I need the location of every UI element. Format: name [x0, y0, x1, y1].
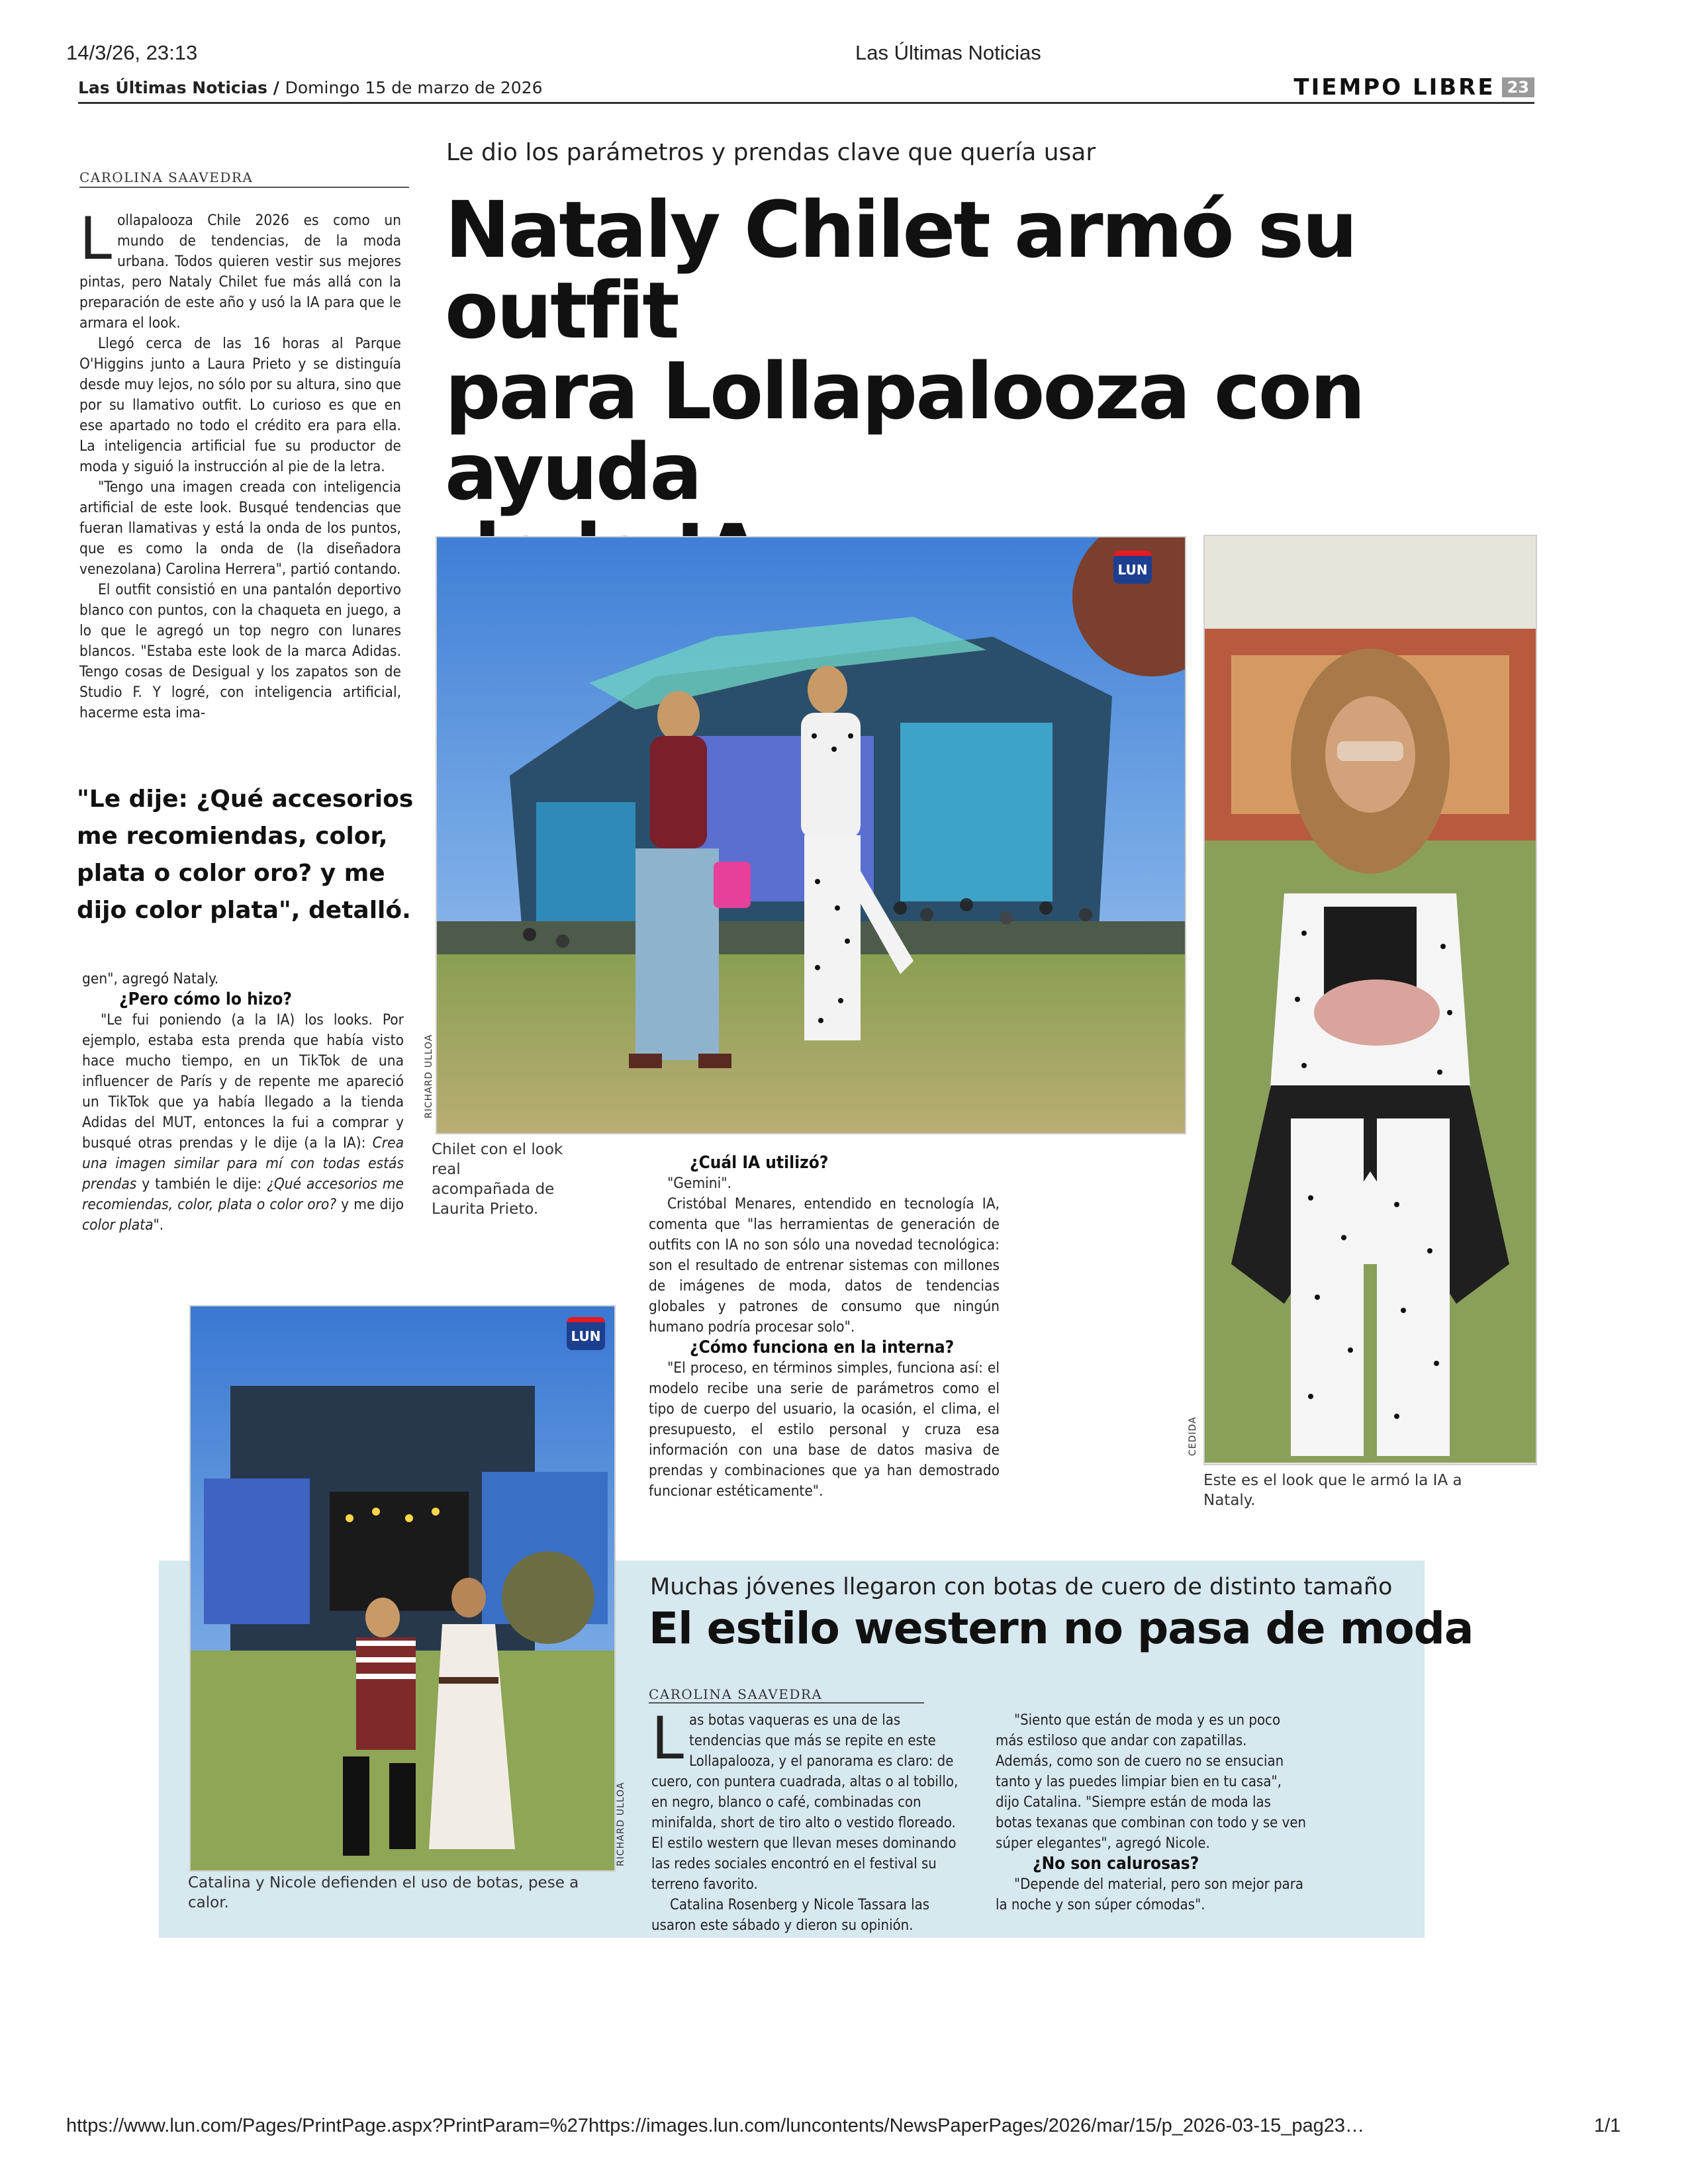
boxout-paragraph: "Depende del material, pero son mejor para la noche y son súper cómodas". — [996, 1876, 1304, 1913]
pull-quote: "Le dije: ¿Qué accesorios me recomiendas, color, plata o color oro? y me dijo color plata", detalló. — [77, 786, 414, 924]
article-byline: CAROLINA SAAVEDRA — [79, 169, 254, 185]
quote-text: y también le dije: — [142, 1175, 262, 1193]
ai-look-photo — [1203, 535, 1537, 1465]
boxout-byline: CAROLINA SAAVEDRA — [649, 1686, 823, 1702]
photo-credit: RICHARD ULLOA — [424, 1034, 434, 1118]
article-kicker: Le dio los parámetros y prendas clave que quería usar — [446, 139, 1096, 166]
print-title: Las Últimas Noticias — [855, 41, 1041, 64]
article-paragraph: "Tengo una imagen creada con inteligencia artificial de este look. Busqué tendencias que fueran llamativas y está la onda de los puntos, que es como la onda de (la diseñadora venezolana) Carolina Herrera", partió contando. — [79, 478, 401, 578]
article-column-2 — [649, 1153, 1000, 1502]
western-photo-illustration — [191, 1306, 614, 1870]
article-paragraph: "Le fui poniendo (a la IA) los looks. Por ejemplo, estaba esta prenda que había visto hace mucho tiempo, en un TikTok de una influencer de París y de repente me apareció un TikTok que ya había llegado a la tienda Adidas del MUT, entonces la fui a comprar y busqué otras prendas y le dije (a la IA): — [82, 1011, 404, 1152]
ai-look-caption: Este es el look que le armó la IA a Nataly. — [1203, 1472, 1462, 1509]
byline-rule — [79, 187, 409, 188]
article-paragraph: Cristóbal Menares, entendido en tecnología IA, comenta que "las herramientas de generación de outfits con IA no son sólo una novedad tecnológica: son el resultado de entrenar sistemas con millones de imágenes de moda, datos de tendencias globales y patrones de consumo que ningún humano podría procesar solo". — [649, 1195, 1000, 1336]
subhead: ¿No son calurosas? — [1033, 1854, 1199, 1874]
section-header — [1293, 74, 1534, 101]
print-page-count: 1/1 — [1594, 2115, 1621, 2136]
headline-line: para Lollapalooza con ayuda — [445, 345, 1364, 518]
section-label: TIEMPO LIBRE — [1293, 74, 1495, 101]
print-url[interactable]: https://www.lun.com/Pages/PrintPage.aspx?PrintParam=%27https://images.lun.com/luncontents/NewsPaperPages/2026/mar/15/p_2026-03-15_pag23… — [66, 2115, 1365, 2136]
subhead: ¿Pero cómo lo hizo? — [119, 989, 292, 1009]
page-number: 23 — [1502, 77, 1534, 97]
article-headline — [445, 184, 1530, 593]
festival-photo-illustration — [437, 537, 1185, 1133]
boxout-headline: El estilo western no pasa de moda — [649, 1603, 1474, 1654]
article-paragraph: gen", agregó Nataly. — [82, 970, 219, 987]
quote-text: y me dijo — [341, 1196, 404, 1213]
article-dropcap: L — [79, 205, 113, 273]
masthead-separator: / — [273, 78, 279, 97]
lun-logo-label: LUN — [571, 1328, 601, 1344]
article-paragraph: "El proceso, en términos simples, funciona así: el modelo recibe una serie de parámetros como el tipo de cuerpo del usuario, la ocasión, el clima, el presupuesto, el estilo personal y cruza esa información con una base de datos masiva de prendas y combinaciones que ya han demostrado funcionar estéticamente". — [649, 1359, 1000, 1500]
article-column-1b — [82, 969, 404, 1236]
newspaper-name: Las Últimas Noticias — [78, 78, 268, 97]
masthead-newspaper — [78, 78, 543, 97]
quote-italic: Crea una imagen similar para mí con todas estás prendas — [82, 1134, 404, 1193]
article-paragraph: ollapalooza Chile 2026 es como un mundo de tendencias, de la moda urbana. Todos quieren vestir sus mejores pintas, pero Nataly Chilet fue más allá con la preparación de este año y usó la IA para que le armara el look. — [79, 212, 401, 332]
quote-italic: color plata — [82, 1216, 154, 1234]
quote-text: ". — [153, 1216, 164, 1234]
boxout-paragraph: as botas vaqueras es una de las tendencias que más se repite en este Lollapalooza, y el panorama es claro: de cuero, con puntera cuadrada, altas o al tobillo, en negro, blanco o café, combinadas con minifalda, short de tiro alto o vestido floreado. El estilo western que llevan meses dominando las redes sociales encontró en el festival su terreno favorito. — [651, 1712, 959, 1893]
main-photo-caption: Chilet con el look real acompañada de Laurita Prieto. — [432, 1141, 563, 1218]
photo-credit: CEDIDA — [1188, 1416, 1198, 1456]
boxout-kicker: Muchas jóvenes llegaron con botas de cuero de distinto tamaño — [650, 1574, 1393, 1600]
lun-logo-label: LUN — [1117, 562, 1148, 578]
article-paragraph: "Gemini". — [667, 1175, 731, 1192]
print-datetime: 14/3/26, 23:13 — [66, 41, 198, 64]
ai-look-illustration — [1205, 536, 1536, 1464]
boxout-paragraph: "Siento que están de moda y es un poco más estiloso que andar con zapatillas. Además, como son de cuero no se ensucian tanto y las puedes limpiar bien en tu casa", dijo Catalina. "Siempre están de moda las botas texanas que combinan con todo y se ven súper elegantes", agregó Nicole. — [996, 1712, 1307, 1852]
western-photo — [189, 1305, 616, 1872]
boxout-paragraph: Catalina Rosenberg y Nicole Tassara las usaron este sábado y dieron su opinión. — [651, 1897, 930, 1934]
boxout-column-1 — [651, 1704, 969, 1936]
lun-logo-icon — [1113, 551, 1152, 584]
boxout-dropcap: L — [651, 1704, 684, 1772]
subhead: ¿Cuál IA utilizó? — [690, 1153, 829, 1173]
byline-rule — [649, 1702, 924, 1704]
article-paragraph: El outfit consistió en una pantalón deportivo blanco con puntos, con la chaqueta en juego, a lo que le agregó un top negro con lunares blancos. "Estaba este look de la marca Adidas. Tengo cosas de Desigual y los zapatos son de Studio F. Y logré, con inteligencia artificial, hacerme esta ima- — [79, 581, 401, 721]
headline-line: Nataly Chilet armó su outfit — [445, 184, 1356, 356]
masthead-date: Domingo 15 de marzo de 2026 — [285, 78, 543, 97]
article-paragraph: Llegó cerca de las 16 horas al Parque O'Higgins junto a Laura Prieto y se distinguía desde muy lejos, no sólo por su altura, sino que por su llamativo outfit. Lo curioso es que en ese apartado no todo el crédito era para ella. La inteligencia artificial fue su productor de moda y siguió la instrucción al pie de la letra. — [79, 335, 401, 475]
article-column-1 — [79, 205, 401, 723]
quote-italic: ¿Qué accesorios me recomiendas, color, plata o color oro? — [82, 1175, 404, 1213]
western-photo-caption: Catalina y Nicole defienden el uso de botas, pese a calor. — [188, 1874, 579, 1911]
lun-logo-icon — [567, 1317, 605, 1350]
subhead: ¿Cómo funciona en la interna? — [690, 1338, 955, 1357]
main-photo — [436, 536, 1186, 1134]
boxout-column-2 — [996, 1710, 1307, 1915]
photo-credit: RICHARD ULLOA — [616, 1782, 626, 1866]
